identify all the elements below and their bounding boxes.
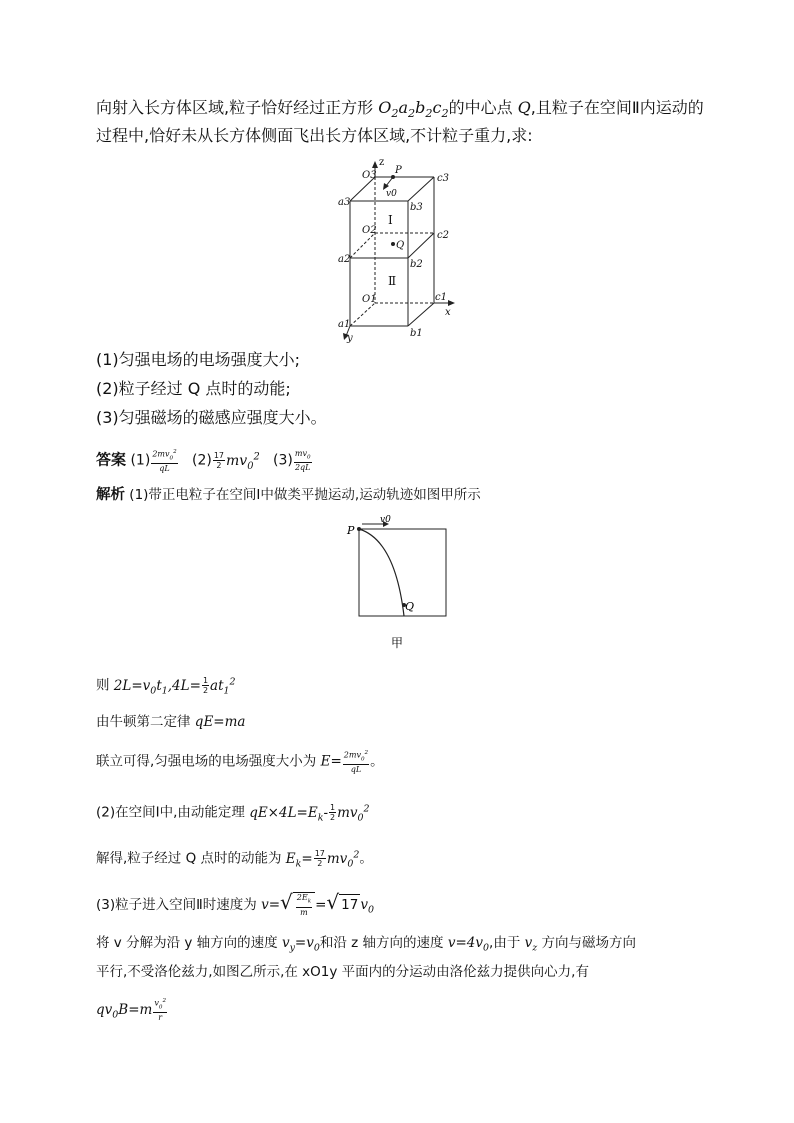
- fig2-v0-label: v0: [380, 515, 391, 525]
- answer-1-formula: $\frac{2mv_0^2}{qL}$: [152, 449, 177, 474]
- fig1-y-label: y: [347, 333, 353, 344]
- question-2: (2)粒子经过 Q 点时的动能;: [96, 379, 291, 398]
- answer-line: 答案 (1) $\frac{2mv_0^2}{qL}$ (2) $\frac{17}{2}$ $mv_0^2$ (3) $\frac{mv_0}{2qL}$: [96, 448, 311, 474]
- answer-3-formula: $\frac{mv_0}{2qL}$: [294, 448, 311, 473]
- equation-2: 由牛顿第二定律 qE=ma: [96, 714, 246, 730]
- fig1-a2-label: a2: [338, 254, 351, 265]
- fig1-region2-label: Ⅱ: [388, 274, 397, 288]
- fig1-a3-label: a3: [338, 197, 351, 208]
- fig1-x-label: x: [445, 307, 451, 318]
- equation-1: 则 $2L=v_0t_1,4L=$ $\frac{1}{2}$ $at_1^2$: [96, 676, 236, 697]
- analysis-line-1: 解析 (1)带正电粒子在空间Ⅰ中做类平抛运动,运动轨迹如图甲所示: [96, 487, 481, 503]
- equation-6: (3)粒子进入空间Ⅱ时速度为 v=√ $\frac{2E_k}{m}$ =√ 17 $v_0$: [96, 890, 374, 917]
- fig1-q-label: Q: [396, 240, 405, 251]
- fig1-b3-label: b3: [410, 202, 423, 213]
- fig1-b2-label: b2: [410, 259, 423, 270]
- fig1-o3-label: O3: [362, 170, 377, 181]
- fig2-p-label: P: [347, 524, 355, 537]
- equation-3: 联立可得,匀强电场的电场强度大小为 E= $\frac{2mv_0^2}{qL}$ 。: [96, 750, 384, 775]
- fig1-a1-label: a1: [338, 319, 351, 330]
- fig1-z-label: z: [379, 157, 385, 168]
- fig1-o2-label: O2: [362, 225, 377, 236]
- equation-5: 解得,粒子经过 Q 点时的动能为 $E_k=$ $\frac{17}{2}$ $mv_0^2$。: [96, 849, 373, 870]
- fig1-o1-label: O1: [362, 294, 377, 305]
- trajectory-figure: [340, 512, 455, 652]
- analysis-line-8: 平行,不受洛伦兹力,如图乙所示,在 xO1y 平面内的分运动由洛伦兹力提供向心力,有: [96, 964, 589, 980]
- analysis-line-7: 将 v 分解为沿 y 轴方向的速度 $v_y=v_0$和沿 z 轴方向的速度 $v=4v_0$,由于 $v_z$ 方向与磁场方向: [96, 935, 637, 954]
- equation-4: (2)在空间Ⅰ中,由动能定理 $qE\times 4L=E_k-$ $\frac{1}{2}$ $mv_0^2$: [96, 803, 370, 824]
- fig1-p-label: P: [395, 165, 402, 176]
- question-3: (3)匀强磁场的磁感应强度大小。: [96, 408, 327, 427]
- answer-2-formula: $mv_0^2$: [226, 451, 260, 472]
- fig1-v0-label: v0: [386, 189, 397, 199]
- fig1-c2-label: c2: [437, 230, 449, 241]
- fig2-caption: 甲: [391, 636, 404, 650]
- fig1-c3-label: c3: [437, 173, 449, 184]
- fig2-q-label: Q: [405, 600, 415, 613]
- question-1: (1)匀强电场的电场强度大小;: [96, 350, 301, 369]
- box-figure: [330, 155, 470, 350]
- intro-line-1: 向射入长方体区域,粒子恰好经过正方形 $O_2a_2b_2c_2$的中心点 Q,且粒子在空间Ⅱ内运动的: [96, 98, 704, 121]
- fig1-b1-label: b1: [410, 328, 423, 339]
- intro-line-2: 过程中,恰好未从长方体侧面飞出长方体区域,不计粒子重力,求:: [96, 126, 533, 145]
- equation-9: $qv_0B=m$ $\frac{v_0^2}{r}$: [96, 998, 166, 1023]
- fig1-c1-label: c1: [435, 292, 447, 303]
- square-name: $O_2a_2b_2c_2$: [378, 98, 449, 121]
- fig1-region1-label: Ⅰ: [388, 213, 393, 227]
